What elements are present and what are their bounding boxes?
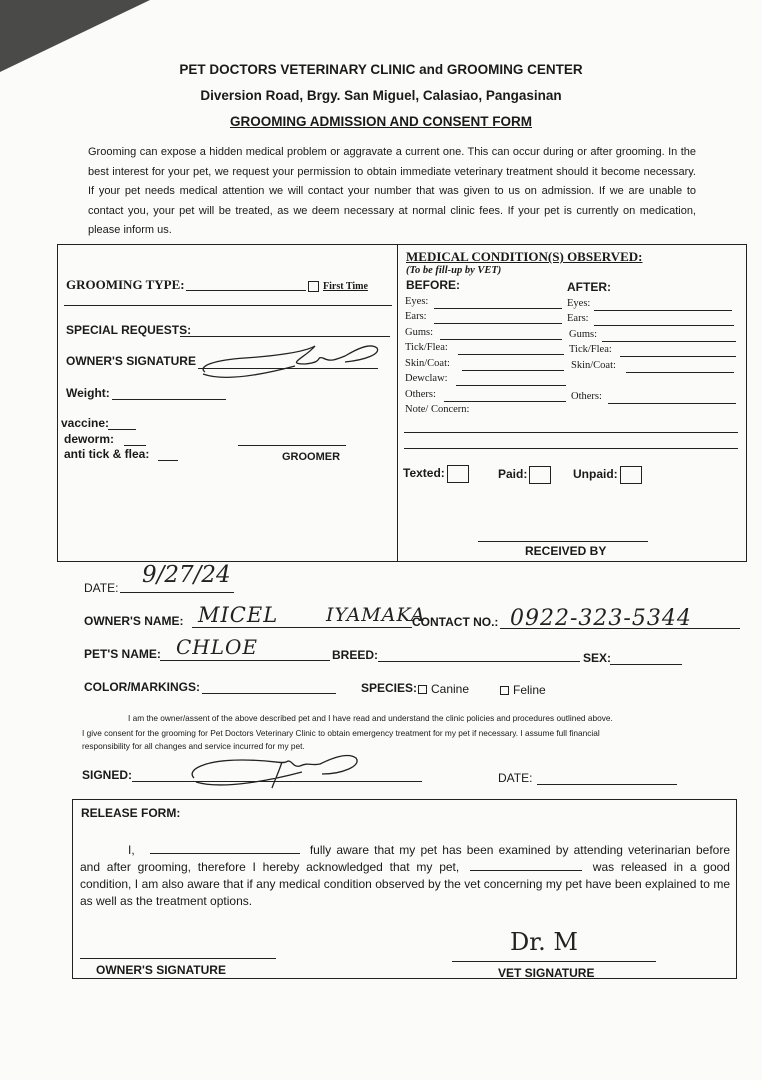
- vet-signature-label: VET SIGNATURE: [498, 966, 595, 980]
- after-others: Others:: [571, 391, 602, 402]
- owner-signature-label: OWNER'S SIGNATURE: [66, 354, 196, 368]
- unpaid-label: Unpaid:: [573, 467, 618, 482]
- consent-date-label: DATE:: [498, 771, 533, 785]
- before-eyes-field[interactable]: [434, 308, 562, 309]
- signed-label: SIGNED:: [82, 768, 133, 782]
- feline-label: Feline: [513, 683, 546, 697]
- vaccine-field[interactable]: [108, 429, 136, 430]
- note-line-2[interactable]: [404, 448, 738, 449]
- deworm-field[interactable]: [124, 445, 146, 446]
- species-label: SPECIES:: [361, 681, 418, 695]
- release-paragraph: [80, 842, 730, 910]
- date-label: DATE:: [84, 581, 119, 595]
- after-ears-field[interactable]: [594, 325, 734, 326]
- consent-line-1: I am the owner/assent of the above described pet and I have read and understand the clinic policies and procedures outlined above.: [128, 713, 613, 723]
- owner-name-field[interactable]: [192, 627, 412, 628]
- before-heading: BEFORE:: [406, 278, 460, 292]
- release-owner-signature-line[interactable]: [80, 958, 276, 959]
- pet-name-field[interactable]: [160, 660, 330, 661]
- after-eyes: Eyes:: [567, 298, 591, 309]
- vet-fill-note: (To be fill-up by VET): [406, 265, 502, 276]
- consent-signature-scribble: [182, 748, 372, 796]
- sex-label: SEX:: [583, 651, 612, 665]
- after-others-field[interactable]: [608, 403, 736, 404]
- unpaid-box: [620, 466, 642, 484]
- medical-condition-title: MEDICAL CONDITION(S) OBSERVED:: [406, 249, 643, 264]
- release-text-middle: fully aware that my pet has been examined by attending veterinarian before and after grooming, therefore I hereby acknowledged that my pet,: [80, 843, 730, 874]
- canine-label: Canine: [431, 682, 470, 696]
- received-by-label: RECEIVED BY: [525, 544, 607, 558]
- sex-field[interactable]: [610, 664, 682, 665]
- before-others-field[interactable]: [444, 401, 566, 402]
- note-concern: Note/ Concern:: [405, 404, 470, 415]
- owner-name-label: OWNER'S NAME:: [84, 614, 184, 628]
- received-by-line[interactable]: [478, 541, 648, 542]
- paid-box: [529, 466, 551, 484]
- before-ears-field[interactable]: [434, 323, 562, 324]
- weight-label: Weight:: [66, 386, 110, 400]
- panel-divider: [397, 244, 398, 562]
- before-gums: Gums:: [405, 327, 434, 338]
- checkbox-icon: [308, 281, 319, 292]
- color-markings-label: COLOR/MARKINGS:: [84, 680, 200, 694]
- special-requests-label: SPECIAL REQUESTS:: [66, 323, 192, 337]
- before-skin-field[interactable]: [462, 370, 564, 371]
- grooming-type-line: [64, 305, 392, 306]
- vet-signature-line[interactable]: [452, 961, 656, 962]
- weight-field[interactable]: [112, 399, 226, 400]
- unpaid-checkbox[interactable]: [573, 466, 642, 484]
- before-dewclaw: Dewclaw:: [405, 373, 448, 384]
- anti-tick-label: anti tick & flea:: [64, 447, 150, 461]
- consent-line-2: I give consent for the grooming for Pet Doctors Veterinary Clinic to obtain emergency treatment for my pet if necessary. I assume full financial: [82, 728, 600, 738]
- grooming-type-label: GROOMING TYPE:: [66, 277, 185, 292]
- breed-label: BREED:: [332, 648, 379, 662]
- before-others: Others:: [405, 389, 436, 400]
- release-pet-name-field[interactable]: [470, 859, 582, 871]
- before-dewclaw-field[interactable]: [456, 385, 566, 386]
- release-text-i: I,: [128, 843, 135, 857]
- owner-last-name-value: IYAMAKA: [326, 604, 426, 626]
- note-line-1[interactable]: [404, 432, 738, 433]
- after-gums: Gums:: [569, 329, 598, 340]
- form-title: GROOMING ADMISSION AND CONSENT FORM: [230, 114, 532, 129]
- release-text-end: was released in a good condition, I am also aware that if any medical condition observed by the vet concerning my pet have been explained to me as well as the treatment options.: [80, 860, 730, 908]
- paid-checkbox[interactable]: [498, 466, 551, 484]
- vet-signed-value: Dr. M: [510, 928, 578, 956]
- after-eyes-field[interactable]: [594, 310, 732, 311]
- after-heading: AFTER:: [567, 280, 611, 294]
- texted-checkbox[interactable]: [403, 465, 469, 483]
- grooming-type-field[interactable]: [186, 290, 306, 291]
- anti-tick-field[interactable]: [158, 460, 178, 461]
- texted-box: [447, 465, 469, 483]
- date-field[interactable]: [120, 592, 234, 593]
- after-tick: Tick/Flea:: [569, 344, 612, 355]
- after-gums-field[interactable]: [602, 341, 736, 342]
- after-ears: Ears:: [567, 313, 589, 324]
- release-owner-name-field[interactable]: [150, 842, 300, 854]
- feline-checkbox-icon: [500, 686, 509, 695]
- first-time-checkbox[interactable]: [308, 281, 368, 292]
- before-tick: Tick/Flea:: [405, 342, 448, 353]
- clinic-name: PET DOCTORS VETERINARY CLINIC and GROOMING CENTER: [179, 62, 583, 77]
- consent-line-3: responsibility for all changes and service incurred for my pet.: [82, 741, 305, 751]
- canine-checkbox-icon: [418, 685, 427, 694]
- groomer-signature-line[interactable]: [238, 445, 346, 446]
- owner-signature-scribble: [195, 336, 385, 388]
- before-tick-field[interactable]: [458, 354, 564, 355]
- release-form-title: RELEASE FORM:: [81, 806, 181, 820]
- after-skin-field[interactable]: [626, 372, 734, 373]
- canine-option[interactable]: [418, 682, 469, 696]
- before-skin: Skin/Coat:: [405, 358, 450, 369]
- before-eyes: Eyes:: [405, 296, 429, 307]
- clinic-address: Diversion Road, Brgy. San Miguel, Calasiao, Pangasinan: [200, 88, 562, 103]
- paid-label: Paid:: [498, 467, 528, 482]
- vaccine-label: vaccine:: [61, 416, 110, 430]
- owner-first-name-value: MICEL: [198, 603, 279, 627]
- pet-name-label: PET'S NAME:: [84, 647, 161, 661]
- breed-field[interactable]: [378, 661, 580, 662]
- after-tick-field[interactable]: [620, 356, 736, 357]
- color-markings-field[interactable]: [202, 693, 336, 694]
- date-value: 9/27/24: [142, 562, 231, 588]
- groomer-label: GROOMER: [282, 451, 341, 463]
- before-ears: Ears:: [405, 311, 427, 322]
- release-owner-signature-label: OWNER'S SIGNATURE: [96, 963, 226, 977]
- first-time-label: First Time: [323, 281, 368, 292]
- feline-option[interactable]: [500, 683, 546, 697]
- texted-label: Texted:: [403, 466, 445, 481]
- after-skin: Skin/Coat:: [571, 360, 616, 371]
- pet-name-value: CHLOE: [176, 635, 259, 659]
- intro-paragraph: Grooming can expose a hidden medical problem or aggravate a current one. This can occur during or after grooming. In the best interest for your pet, we request your permission to obtain immediate veterinary treatment should it become necessary. If your pet needs medical attention we will contact your number that was given to us on admission. If we are unable to contact you, your pet will be treated, as we deem necessary at normal clinic fees. If your pet is currently on medication, please inform us.: [88, 146, 696, 236]
- deworm-label: deworm:: [64, 432, 115, 446]
- contact-label: CONTACT NO.:: [412, 615, 499, 629]
- consent-date-field[interactable]: [537, 784, 677, 785]
- contact-value: 0922-323-5344: [510, 606, 692, 631]
- before-gums-field[interactable]: [440, 339, 562, 340]
